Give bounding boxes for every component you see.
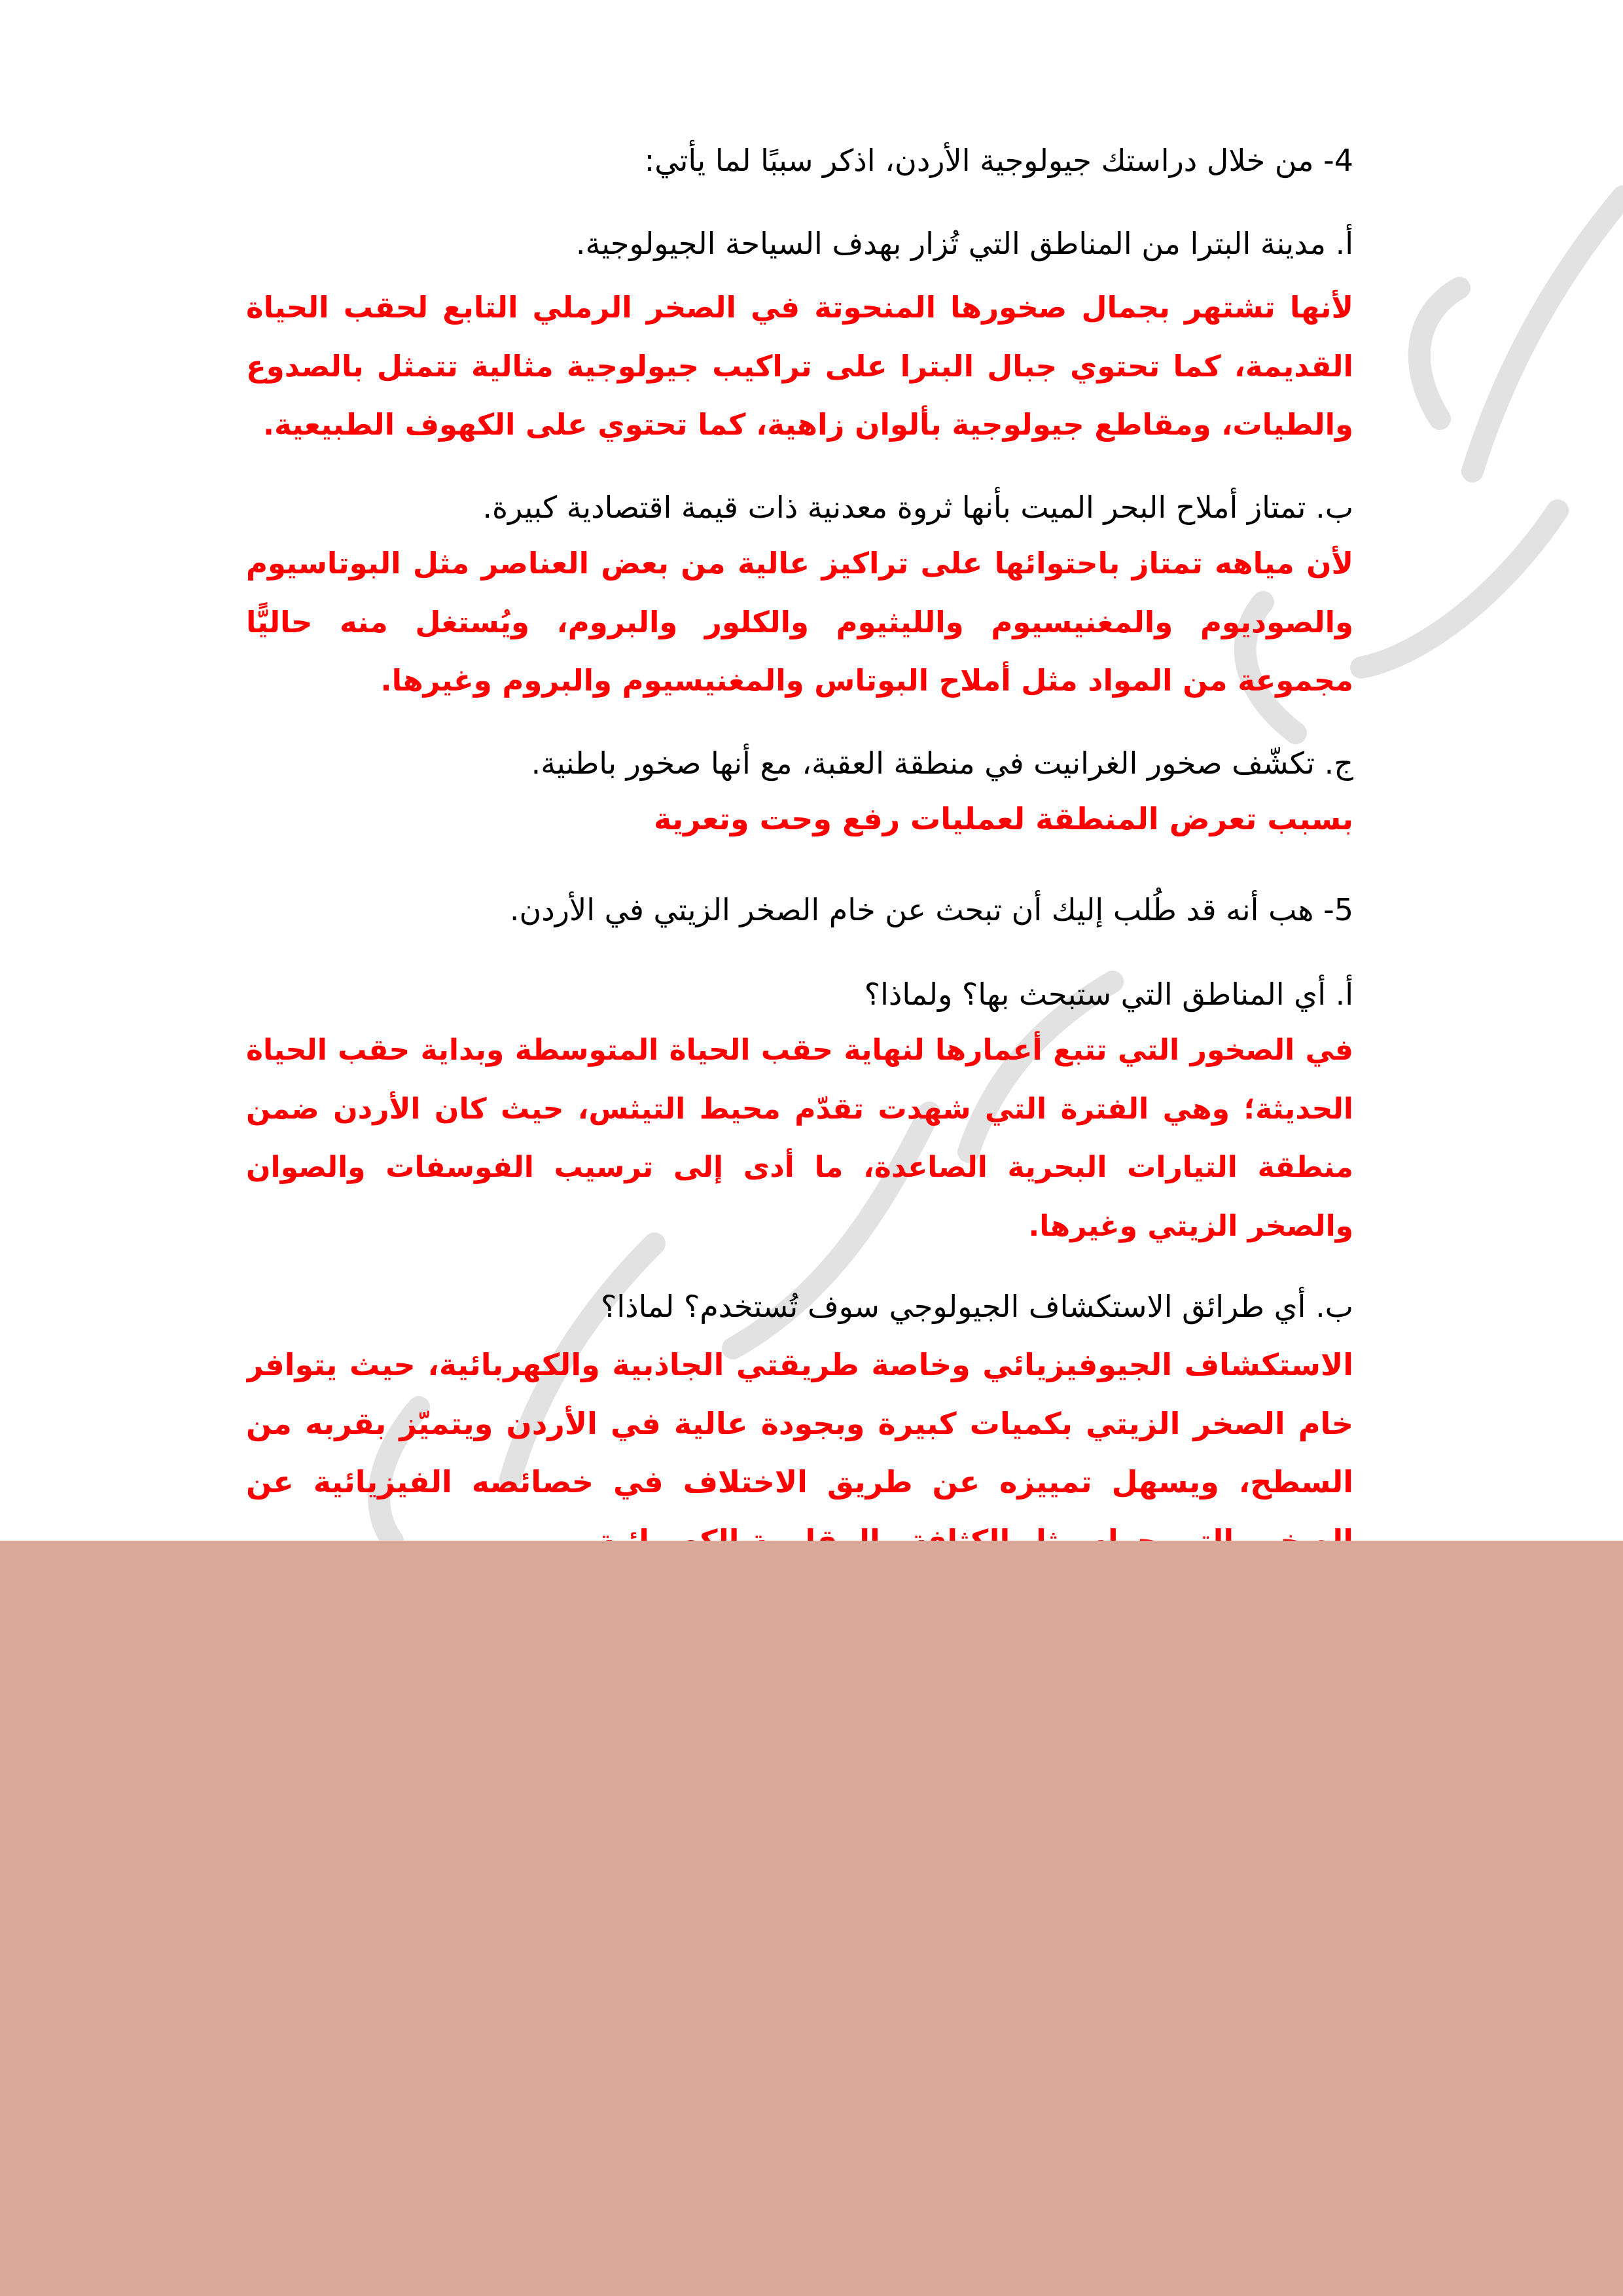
watermark-stroke bbox=[1472, 196, 1623, 471]
question-4b bbox=[246, 478, 1353, 537]
question-4-prompt-text: 4- من خلال دراستك جيولوجية الأردن، اذكر سببًا لما يأتي: bbox=[644, 143, 1353, 178]
answer-5b-line: خام الصخر الزيتي بكميات كبيرة وبجودة عالية في الأردن ويتميّز بقربه من bbox=[246, 1405, 1353, 1441]
question-4b-text: ب. تمتاز أملاح البحر الميت بأنها ثروة معدنية ذات قيمة اقتصادية كبيرة. bbox=[482, 490, 1353, 525]
answer-4b-line: لأن مياهه تمتاز باحتوائها على تراكيز عالية من بعض العناصر مثل البوتاسيوم bbox=[246, 546, 1353, 581]
answer-4b bbox=[246, 534, 1353, 710]
answer-5b-line: الاستكشاف الجيوفيزيائي وخاصة طريقتي الجاذبية والكهربائية، حيث يتوافر bbox=[246, 1347, 1353, 1382]
watermark-stroke bbox=[1361, 511, 1558, 668]
answer-5a-line: والصخر الزيتي وغيرها. bbox=[1028, 1209, 1353, 1243]
question-4-prompt bbox=[246, 132, 1353, 190]
answer-5a-line: في الصخور التي تتبع أعمارها لنهاية حقب الحياة المتوسطة وبداية حقب الحياة bbox=[246, 1033, 1353, 1067]
answer-4b-line: مجموعة من المواد مثل أملاح البوتاس والمغنيسيوم والبروم وغيرها. bbox=[380, 663, 1353, 698]
answer-5a-line: الحديثة؛ وهي الفترة التي شهدت تقدّم محيط التيثس، حيث كان الأردن ضمن bbox=[246, 1092, 1353, 1126]
answer-4a-line: والطيات، ومقاطع جيولوجية بألوان زاهية، كما تحتوي على الكهوف الطبيعية. bbox=[263, 407, 1353, 442]
question-5a bbox=[246, 965, 1353, 1024]
question-5a-text: أ. أي المناطق التي ستبحث بها؟ ولماذا؟ bbox=[864, 977, 1353, 1012]
answer-4c bbox=[246, 790, 1353, 849]
answer-4a-line: لأنها تشتهر بجمال صخورها المنحوتة في الصخر الرملي التابع لحقب الحياة bbox=[246, 290, 1353, 325]
question-5-prompt-text: 5- هب أنه قد طُلب إليك أن تبحث عن خام الصخر الزيتي في الأردن. bbox=[509, 892, 1353, 927]
question-4c-text: ج. تكشّف صخور الغرانيت في منطقة العقبة، مع أنها صخور باطنية. bbox=[531, 745, 1353, 781]
answer-5a-line: منطقة التيارات البحرية الصاعدة، ما أدى إلى ترسيب الفوسفات والصوان bbox=[246, 1151, 1353, 1184]
page-overlay bbox=[0, 1541, 1623, 2296]
question-5b-text: ب. أي طرائق الاستكشاف الجيولوجي سوف تُستخدم؟ لماذا؟ bbox=[600, 1289, 1353, 1324]
question-4a-text: أ. مدينة البترا من المناطق التي تُزار بهدف السياحة الجيولوجية. bbox=[575, 226, 1353, 261]
answer-4c-line: بسبب تعرض المنطقة لعمليات رفع وحت وتعرية bbox=[653, 801, 1353, 836]
question-4c bbox=[246, 734, 1353, 793]
watermark-stroke bbox=[1419, 288, 1459, 419]
answer-5a bbox=[246, 1021, 1353, 1255]
answer-5b bbox=[246, 1336, 1353, 1570]
question-5b bbox=[246, 1278, 1353, 1336]
answer-4a bbox=[246, 278, 1353, 454]
answer-5b-line: السطح، ويسهل تمييزه عن طريق الاختلاف في خصائصه الفيزيائية عن bbox=[246, 1464, 1353, 1499]
answer-4a-line: القديمة، كما تحتوي جبال البترا على تراكيب جيولوجية مثالية تتمثل بالصدوع bbox=[246, 348, 1353, 384]
question-5-prompt bbox=[246, 881, 1353, 940]
answer-4b-line: والصوديوم والمغنيسيوم والليثيوم والكلور والبروم، ويُستغل منه حاليًّا bbox=[246, 604, 1353, 639]
question-4a bbox=[246, 215, 1353, 274]
